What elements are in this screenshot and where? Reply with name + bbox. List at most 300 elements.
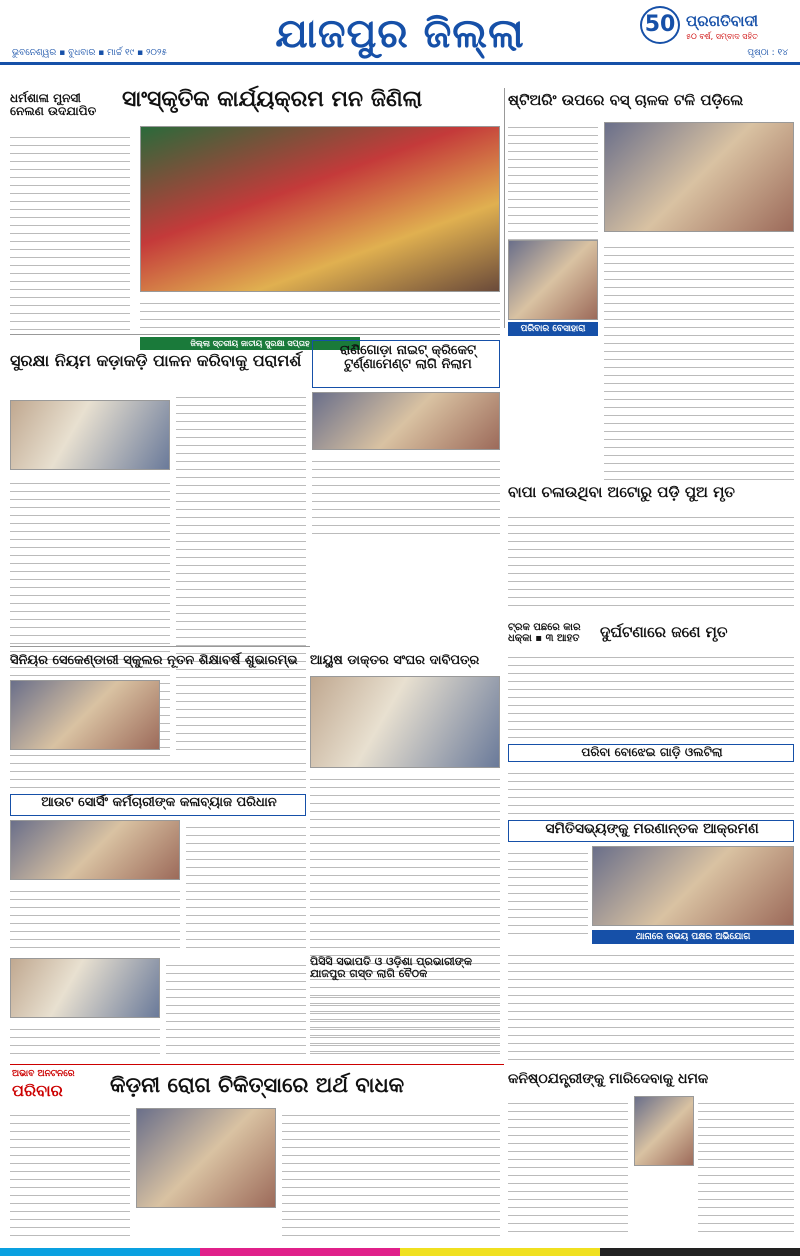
text-line [10,202,130,210]
text-line [698,1200,794,1208]
text-line [176,590,306,598]
text-line [166,1046,306,1054]
text-line [186,828,306,836]
section-rule [10,334,500,335]
text-line [176,622,306,630]
text-line [176,390,306,398]
text-line [10,1038,160,1046]
text-line [508,128,598,136]
text-line [508,714,794,722]
text-line [166,1022,306,1030]
text-line [508,658,794,666]
text-line [508,1052,794,1060]
text-line [310,884,500,892]
text-line [10,1022,160,1030]
article-14-body-2 [282,1108,500,1238]
article-12-headline: ପିସିସି ସଭାପତି ଓ ଓଡ଼ିଶା ପ୍ରଭାରୀଙ୍କ ଯାଜପୁର ଗସ୍ତ ଲାଗି ବୈଠକ [310,955,473,981]
text-line [508,574,794,582]
text-line [508,1200,628,1208]
text-line [282,1140,500,1148]
text-line [166,1006,306,1014]
text-line [10,628,170,636]
article-3-body [176,390,306,750]
text-line [698,1184,794,1192]
text-line [282,1164,500,1172]
text-line [10,1204,130,1212]
text-line [10,1156,130,1164]
text-line [176,502,306,510]
text-line [282,1116,500,1124]
text-line [176,558,306,566]
text-line [186,916,306,924]
article-7-body [10,756,306,790]
text-line [698,1120,794,1128]
text-line [508,1012,794,1020]
text-line [176,462,306,470]
text-line [10,556,170,564]
text-line [176,630,306,638]
text-line [310,772,500,780]
text-line [10,668,170,676]
text-line [312,510,500,518]
text-line [10,564,170,572]
article-10-headline: ଆଉଟ ସୋର୍ସିଂ କର୍ମଚାରୀଙ୍କ କଳାବ୍ୟାଜ ପରିଧାନ [41,795,277,810]
text-line [10,1116,130,1124]
text-line [508,1144,628,1152]
registration-bar-black [600,1248,800,1256]
text-line [508,1020,794,1028]
text-line [176,670,306,678]
text-line [166,1014,306,1022]
text-line [604,328,794,336]
article-11-photo [592,846,794,926]
text-line [310,1030,500,1038]
article-11-headline: ସମିତିସଭ୍ୟଙ୍କୁ ମରଣାନ୍ତକ ଆକ୍ରମଣ [545,821,759,837]
text-line [282,1124,500,1132]
text-line [10,908,180,916]
article-3-photo [10,400,170,470]
text-line [282,1132,500,1140]
text-line [10,1164,130,1172]
text-line [10,1132,130,1140]
text-line [10,1172,130,1180]
text-line [310,990,500,998]
text-line [508,136,598,144]
article-2-photo [604,122,794,232]
article-4-headline: ରାଣିଗୋଡ଼ା ନାଇଟ୍ କ୍ରିକେଟ୍ ଟୁର୍ଣ୍ଣାମେଣ୍ଟ ଲାଗି ନିଲାମ [339,343,477,373]
article-1-kicker: ଧର୍ମଶାଳା ମୁନସୀ ନେଲଣ ଉଦଯାପିତ [10,91,97,119]
text-line [310,916,500,924]
article-14-kicker-2: ପରିବାର [12,1081,63,1100]
text-line [282,1228,500,1236]
text-line [10,548,170,556]
text-line [604,240,794,248]
text-line [186,892,306,900]
text-line [508,722,794,730]
text-line [10,1180,130,1188]
text-line [10,780,306,788]
text-line [176,638,306,646]
text-line [310,1022,500,1030]
text-line [10,162,130,170]
text-line [508,902,588,910]
article-8-photo [310,676,500,768]
text-line [176,606,306,614]
text-line [508,1036,794,1044]
text-line [508,886,588,894]
text-line [10,186,130,194]
article-6-body [508,650,794,740]
text-line [698,1104,794,1112]
text-line [508,216,598,224]
text-line [186,836,306,844]
text-line [312,478,500,486]
text-line [10,588,170,596]
text-line [176,414,306,422]
text-line [176,534,306,542]
article-5-headline: ବାପା ଚଳାଉଥିବା ଅଟୋରୁ ପଡ଼ି ପୁଅ ମୃତ [508,483,736,501]
text-line [282,1220,500,1228]
text-line [10,1188,130,1196]
article-14-photo [136,1108,276,1208]
text-line [10,620,170,628]
text-line [508,1096,628,1104]
text-line [10,484,170,492]
text-line [310,780,500,788]
text-line [10,892,180,900]
article-1-body-2 [140,296,500,330]
text-line [10,572,170,580]
text-line [310,876,500,884]
text-line [176,406,306,414]
article-7-photo [10,680,160,750]
text-line [698,1128,794,1136]
text-line [186,908,306,916]
text-line [10,1046,160,1054]
text-line [10,274,130,282]
text-line [508,566,794,574]
text-line [176,454,306,462]
text-line [604,304,794,312]
text-line [508,894,588,902]
text-line [508,1216,628,1224]
text-line [698,1096,794,1104]
text-line [604,376,794,384]
text-line [604,272,794,280]
text-line [604,312,794,320]
text-line [166,974,306,982]
article-11-body [508,846,588,936]
text-line [10,756,306,764]
text-line [10,250,130,258]
text-line [10,476,170,484]
text-line [176,486,306,494]
text-line [282,1204,500,1212]
article-3-headline: ସୁରକ୍ଷା ନିୟମ କଡ଼ାକଡ଼ି ପାଳନ କରିବାକୁ ପରାମର୍ଶ [10,351,302,370]
article-13-headline: କନିଷ୍ଠଯନ୍ତ୍ରୀଙ୍କୁ ମାରିଦେବାକୁ ଧମକ [508,1071,709,1087]
text-line [508,948,794,956]
article-4-body [312,454,500,538]
text-line [508,144,598,152]
article-2-photo-2 [508,240,598,320]
text-line [10,1030,160,1038]
text-line [310,900,500,908]
article-6-headline: ଦୁର୍ଘଟଣାରେ ଜଣେ ମୃତ [600,623,728,641]
text-line [508,674,794,682]
text-line [10,242,130,250]
text-line [508,1208,628,1216]
text-line [604,352,794,360]
text-line [10,924,180,932]
text-line [186,924,306,932]
text-line [312,526,500,534]
text-line [10,314,130,322]
text-line [176,718,306,726]
text-line [604,360,794,368]
text-line [508,1112,628,1120]
text-line [10,612,170,620]
text-line [698,1160,794,1168]
text-line [282,1212,500,1220]
text-line [310,940,500,948]
text-line [508,534,794,542]
text-line [508,518,794,526]
text-line [508,184,598,192]
registration-bar-magenta [200,1248,400,1256]
text-line [508,666,794,674]
text-line [176,614,306,622]
text-line [604,320,794,328]
article-2-caption: ପରିବାର ବେସାହାରା [508,322,598,336]
text-line [10,516,170,524]
text-line [508,996,794,1004]
text-line [508,208,598,216]
text-line [508,964,794,972]
text-line [166,1030,306,1038]
text-line [508,980,794,988]
text-line [176,478,306,486]
text-line [604,464,794,472]
registration-bar-yellow [400,1248,600,1256]
text-line [508,790,794,798]
text-line [508,1160,628,1168]
text-line [176,398,306,406]
text-line [176,470,306,478]
text-line [10,218,130,226]
text-line [10,194,130,202]
text-line [508,1168,628,1176]
page-title: ଯାଜପୁର ଜିଲ୍ଲା [275,11,525,57]
text-line [176,446,306,454]
text-line [312,470,500,478]
text-line [508,200,598,208]
text-line [604,264,794,272]
text-line [176,702,306,710]
text-line [508,550,794,558]
text-line [508,782,794,790]
text-line [10,154,130,162]
text-line [10,540,170,548]
text-line [310,860,500,868]
text-line [604,408,794,416]
article-14-kicker: ଅଭାବ ଅନଟନରେ [12,1069,75,1079]
text-line [604,336,794,344]
text-line [10,290,130,298]
text-line [10,508,170,516]
text-line [10,940,180,948]
text-line [508,152,598,160]
text-line [310,980,500,988]
page-number: ପୃଷ୍ଠା : ୧୪ [747,48,788,58]
article-6-kicker: ଟ୍ରକ ପଛରେ କାର ଧକ୍କା ▪ ୩ ଆହତ [508,622,581,644]
text-line [10,1148,130,1156]
text-line [508,168,598,176]
text-line [10,636,170,644]
article-5-body [508,510,794,610]
text-line [186,932,306,940]
text-line [10,170,130,178]
text-line [176,734,306,742]
text-line [10,234,130,242]
text-line [508,1176,628,1184]
text-line [508,590,794,598]
text-line [10,916,180,924]
text-line [310,1014,500,1022]
column-divider [504,88,505,328]
text-line [508,870,588,878]
text-line [508,862,588,870]
text-line [310,932,500,940]
text-line [508,682,794,690]
text-line [698,1152,794,1160]
text-line [10,1220,130,1228]
text-line [604,472,794,480]
text-line [176,510,306,518]
text-line [10,298,130,306]
text-line [508,598,794,606]
text-line [310,820,500,828]
text-line [10,524,170,532]
section-rule [10,1064,504,1065]
text-line [186,884,306,892]
text-line [166,958,306,966]
article-13-photo [634,1096,694,1166]
text-line [10,306,130,314]
text-line [508,1004,794,1012]
text-line [176,422,306,430]
text-line [176,430,306,438]
text-line [508,176,598,184]
text-line [508,956,794,964]
text-line [604,432,794,440]
text-line [10,1228,130,1236]
text-line [604,448,794,456]
text-line [508,988,794,996]
text-line [10,130,130,138]
text-line [282,1196,500,1204]
text-line [508,192,598,200]
article-1-headline: ସାଂସ୍କୃତିକ କାର୍ଯ୍ୟକ୍ରମ ମନ ଜିଣିଲା [122,87,423,112]
text-line [10,580,170,588]
text-line [604,392,794,400]
text-line [604,424,794,432]
text-line [176,678,306,686]
text-line [176,710,306,718]
text-line [282,1188,500,1196]
text-line [176,526,306,534]
text-line [10,764,306,772]
text-line [698,1176,794,1184]
text-line [166,982,306,990]
text-line [312,518,500,526]
article-7-headline: ସିନିୟର ସେକେଣ୍ଡାରୀ ସ୍କୁଲର ନୂତନ ଶିକ୍ଷାବର୍ଷ ଶୁଭାରମ୍ଭ [10,653,298,668]
text-line [508,1224,628,1232]
text-line [604,384,794,392]
text-line [186,940,306,948]
text-line [508,878,588,886]
text-line [166,966,306,974]
text-line [176,550,306,558]
text-line [176,494,306,502]
text-line [508,926,588,934]
text-line [508,972,794,980]
text-line [604,256,794,264]
text-line [10,532,170,540]
text-line [310,812,500,820]
text-line [10,492,170,500]
text-line [698,1112,794,1120]
article-13-body-2 [698,1096,794,1236]
text-line [310,844,500,852]
text-line [176,518,306,526]
text-line [508,806,794,814]
text-line [508,1128,628,1136]
article-13-body [508,1096,628,1236]
article-11-kicker: ଥାନାରେ ଉଭୟ ପକ୍ଷର ଅଭିଯୋଗ [592,930,794,944]
text-line [312,486,500,494]
text-line [508,160,598,168]
text-line [10,266,130,274]
article-10-body [186,820,306,950]
text-line [508,558,794,566]
text-line [176,694,306,702]
text-line [310,892,500,900]
text-line [310,836,500,844]
text-line [310,924,500,932]
text-line [10,1212,130,1220]
text-line [508,846,588,854]
text-line [10,322,130,330]
text-line [140,304,500,312]
text-line [698,1216,794,1224]
article-10-photo [10,820,180,880]
text-line [176,542,306,550]
text-line [508,1136,628,1144]
text-line [312,462,500,470]
text-line [10,1140,130,1148]
section-rule [10,646,310,647]
text-line [310,908,500,916]
text-line [604,456,794,464]
article-14-body [10,1108,130,1238]
text-line [698,1168,794,1176]
text-line [508,1152,628,1160]
newspaper-tagline: ୫୦ ବର୍ଷ, ସମ୍ବାଦ ସହିତ [686,32,758,41]
text-line [508,774,794,782]
text-line [10,884,180,892]
text-line [310,828,500,836]
text-line [186,860,306,868]
